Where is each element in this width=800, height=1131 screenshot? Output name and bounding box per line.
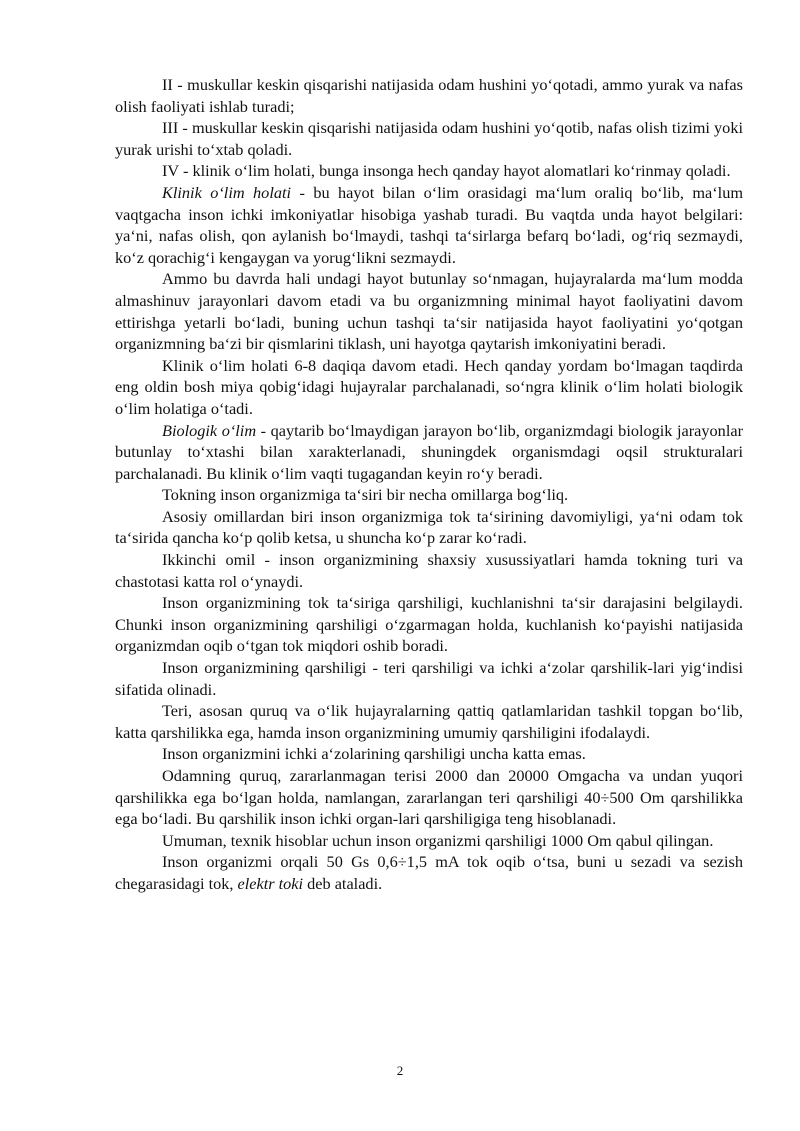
paragraph bbox=[115, 765, 743, 830]
paragraph bbox=[115, 117, 743, 160]
text-segment: - bu hayot bilan o‘lim orasidagi ma‘lum oraliq bo‘lib, ma‘lum vaqtgacha inson ichki imkoniyatlar hisobiga yashab turadi. Bu vaqtda unda hayot belgilari: ya‘ni, nafas olish, qon aylanish bo‘lmaydi, tashqi ta‘sirlarga befarq bo‘ladi, og‘riq sezmaydi, ko‘z qorachig‘i kengaygan va yorug‘likni sezmaydi. bbox=[115, 182, 743, 267]
paragraph bbox=[115, 420, 743, 485]
italic-term: Klinik o‘lim holati bbox=[162, 182, 292, 202]
paragraph bbox=[115, 549, 743, 592]
paragraph bbox=[115, 657, 743, 700]
text-segment: Inson organizmi orqali 50 Gs 0,6÷1,5 mA tok oqib o‘tsa, buni u sezadi va sezish chegarasidagi tok, bbox=[115, 852, 743, 893]
text-segment: Klinik o‘lim holati 6-8 daqiqa davom etadi. Hech qanday yordam bo‘lmagan taqdirda eng oldin bosh miya qobig‘idagi hujayralar parchalanadi, so‘ngra klinik o‘lim holati biologik o‘lim holatiga o‘tadi. bbox=[115, 355, 743, 418]
text-segment: III - muskullar keskin qisqarishi natijasida odam hushini yo‘qotib, nafas olish tizimi yoki yurak urishi to‘xtab qoladi. bbox=[115, 118, 743, 159]
paragraph bbox=[115, 74, 743, 117]
page-number: 2 bbox=[396, 1063, 404, 1078]
italic-term: elektr toki bbox=[237, 873, 304, 893]
text-segment: Inson organizmining qarshiligi - teri qarshiligi va ichki a‘zolar qarshilik-lari yig‘indisi sifatida olinadi. bbox=[115, 658, 743, 699]
italic-term: Biologik o‘lim bbox=[162, 420, 257, 440]
text-segment: II - muskullar keskin qisqarishi natijasida odam hushini yo‘qotadi, ammo yurak va nafas olish faoliyati ishlab turadi; bbox=[115, 75, 743, 116]
paragraph bbox=[115, 592, 743, 657]
paragraph bbox=[115, 484, 743, 506]
paragraph bbox=[115, 268, 743, 354]
paragraph bbox=[115, 182, 743, 268]
text-segment: Asosiy omillardan biri inson organizmiga tok ta‘sirining davomiyligi, ya‘ni odam tok ta‘sirida qancha ko‘p qolib ketsa, u shuncha ko‘p zarar ko‘radi. bbox=[115, 506, 743, 548]
paragraph bbox=[115, 355, 743, 420]
text-segment: Tokning inson organizmiga ta‘siri bir necha omillarga bog‘liq. bbox=[162, 485, 569, 505]
text-segment: Inson organizmini ichki a‘zolarining qarshiligi uncha katta emas. bbox=[162, 744, 586, 764]
text-segment: Teri, asosan quruq va o‘lik hujayralarning qattiq qatlamlaridan tashkil topgan bo‘lib, katta qarshilikka ega, hamda inson organizmining umumiy qarshiligini ifodalaydi. bbox=[115, 701, 743, 742]
paragraph bbox=[115, 830, 743, 852]
text-segment: Umuman, texnik hisoblar uchun inson organizmi qarshiligi 1000 Om qabul qilingan. bbox=[162, 830, 714, 850]
text-segment: Ammo bu davrda hali undagi hayot butunlay so‘nmagan, hujayralarda ma‘lum modda almashinuv jarayonlari davom etadi va bu organizmning minimal hayot faoliyatini davom ettirishga yetarli bo‘ladi, buning uchun tashqi ta‘sir natijasida hayot faoliyatini yo‘qotgan organizmning ba‘zi bir qismlarini tiklash, uni hayotga qaytarish imkoniyatini beradi. bbox=[115, 269, 743, 354]
paragraph bbox=[115, 700, 743, 743]
paragraph bbox=[115, 160, 743, 182]
paragraph bbox=[115, 743, 743, 765]
text-segment: deb ataladi. bbox=[303, 873, 383, 893]
text-segment: Odamning quruq, zararlanmagan terisi 2000 dan 20000 Omgacha va undan yuqori qarshilikka ega bo‘lgan holda, namlangan, zararlangan teri qarshiligi 40÷500 Om qarshilikka ega bo‘ladi. Bu qarshilik inson ichki organ-lari qarshiligiga teng hisoblanadi. bbox=[115, 766, 743, 829]
text-segment: Ikkinchi omil - inson organizmining shaxsiy xusussiyatlari hamda tokning turi va chastotasi katta rol o‘ynaydi. bbox=[115, 550, 743, 591]
body-text bbox=[115, 74, 743, 895]
text-segment: IV - klinik o‘lim holati, bunga insonga hech qanday hayot alomatlari ko‘rinmay qoladi. bbox=[162, 161, 731, 181]
text-segment: Inson organizmining tok ta‘siriga qarshiligi, kuchlanishni ta‘sir darajasini belgilaydi. Chunki inson organizmining qarshiligi o‘zgarmagan holda, kuchlanish ko‘payishi natijasida organizmdan oqib o‘tgan tok miqdori oshib boradi. bbox=[115, 593, 743, 656]
paragraph bbox=[115, 506, 743, 549]
paragraph bbox=[115, 851, 743, 894]
text-segment: - qaytarib bo‘lmaydigan jarayon bo‘lib, organizmdagi biologik jarayonlar butunlay to‘xtashi bilan xarakterlanadi, shuningdek organismdagi oqsil strukturalari parchalanadi. Bu klinik o‘lim vaqti tugagandan keyin ro‘y beradi. bbox=[115, 420, 743, 483]
